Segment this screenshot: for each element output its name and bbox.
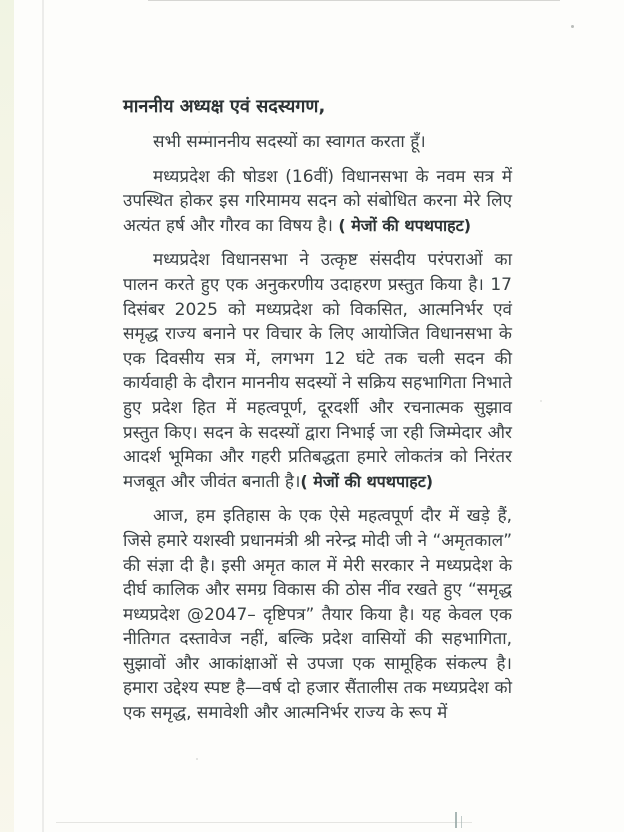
paragraph-amritkaal-vision bbox=[123, 504, 512, 725]
paragraph-welcome bbox=[123, 130, 512, 155]
scan-speck bbox=[540, 400, 542, 402]
paragraph-assembly-traditions bbox=[123, 248, 512, 494]
scan-top-line bbox=[148, 0, 560, 1]
scan-tick-mark bbox=[455, 812, 457, 828]
scan-speck bbox=[571, 25, 574, 28]
scan-fold-line bbox=[42, 0, 44, 832]
scan-tick-mark bbox=[461, 816, 462, 828]
applause-note: ( मेजों की थपथपाहट) bbox=[300, 471, 434, 491]
paragraph-text: मध्यप्रदेश विधानसभा ने उत्कृष्ट संसदीय परंपराओं का पालन करते हुए एक अनुकरणीय उदाहरण प्रस्तुत किया है। 17 दिसंबर 2025 को मध्यप्रदेश को विकसित, आत्मनिर्भर एवं समृद्ध राज्य बनाने पर विचार के लिए आयोजित विधानसभा के एक दिवसीय सत्र में, लगभग 12 घंटे तक चली सदन की कार्यवाही के दौरान माननीय सदस्यों ने सक्रिय सहभागिता निभाते हुए प्रदेश हित में महत्वपूर्ण, दूरदर्शी और रचनात्मक सुझाव प्रस्तुत किए। सदन के सदस्यों द्वारा निभाई जा रही जिम्मेदार और आदर्श भूमिका और गहरी प्रतिबद्धता हमारे लोकतंत्र को निरंतर मजबूत और जीवंत बनाती है। bbox=[123, 250, 512, 492]
scan-bottom-line bbox=[56, 822, 472, 823]
paragraph-text: मध्यप्रदेश की षोडश (16वीं) विधानसभा के नवम सत्र में उपस्थित होकर इस गरिमामय सदन को संबोधित करना मेरे लिए अत्यंत हर्ष और गौरव का विषय है। bbox=[123, 166, 512, 236]
scan-speck bbox=[196, 758, 198, 760]
applause-note: ( मेजों की थपथपाहट) bbox=[338, 215, 472, 235]
scan-edge-tint bbox=[0, 0, 14, 832]
salutation-heading: माननीय अध्यक्ष एवं सदस्यगण, bbox=[123, 96, 326, 117]
paragraph-session-address bbox=[123, 165, 512, 239]
paragraph-text: सभी सम्माननीय सदस्यों का स्वागत करता हूँ। bbox=[153, 132, 426, 152]
document-text-block bbox=[123, 94, 512, 726]
paragraph-text: आज, हम इतिहास के एक ऐसे महत्वपूर्ण दौर में खड़े हैं, जिसे हमारे यशस्वी प्रधानमंत्री श्री नरेन्द्र मोदी जी ने “अमृतकाल” की संज्ञा दी है। इसी अमृत काल में मेरी सरकार ने मध्यप्रदेश के दीर्घ कालिक और समग्र विकास की ठोस नींव रखते हुए “समृद्ध मध्यप्रदेश @2047– दृष्टिपत्र” तैयार किया है। यह केवल एक नीतिगत दस्तावेज नहीं, बल्कि प्रदेश वासियों की सहभागिता, सुझावों और आकांक्षाओं से उपजा एक सामूहिक संकल्प है। हमारा उद्देश्य स्पष्ट है—वर्ष दो हजार सैंतालीस तक मध्यप्रदेश को एक समृद्ध, समावेशी और आत्मनिर्भर राज्य के रूप में bbox=[123, 506, 512, 724]
